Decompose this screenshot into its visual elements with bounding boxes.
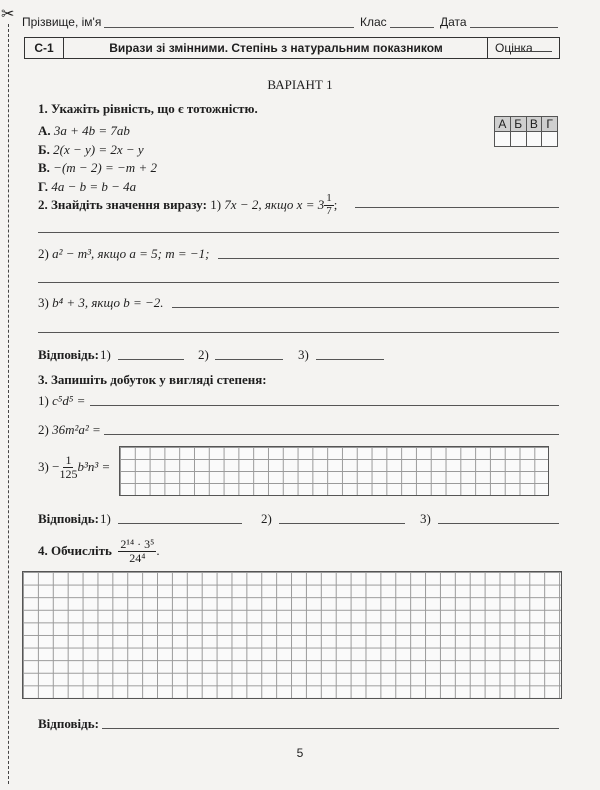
answer-cell-v[interactable] bbox=[527, 132, 543, 146]
task2-answer bbox=[38, 347, 99, 363]
task4-answer-label: Відповідь: bbox=[38, 716, 99, 731]
answer-cell-a[interactable] bbox=[495, 132, 511, 146]
task2-item1-line2[interactable] bbox=[38, 232, 559, 233]
answer-col-g: Г bbox=[546, 117, 553, 131]
option-a bbox=[38, 122, 157, 141]
scissors-icon: ✂ bbox=[1, 6, 15, 23]
task3-item3 bbox=[38, 454, 110, 480]
task2-number: 2. bbox=[38, 197, 48, 213]
task3-item2 bbox=[38, 422, 101, 438]
task2-item3 bbox=[38, 295, 164, 311]
task4-prompt: 4. Обчисліть $\frac{\text{2¹⁴ · 3⁵}}{\text{24⁴}}$ . bbox=[38, 537, 160, 565]
task2-answer-2-label: 2) bbox=[198, 347, 209, 362]
task2-item2-line[interactable] bbox=[218, 258, 559, 259]
task1-prompt bbox=[38, 101, 258, 117]
task3-item3-sign: − bbox=[52, 459, 60, 475]
task4-den: 24⁴ bbox=[129, 550, 146, 565]
task2-answer-label: Відповідь: bbox=[38, 347, 99, 362]
task2-answer-1-label: 1) bbox=[100, 347, 111, 362]
task3-answer-label: Відповідь: bbox=[38, 511, 99, 526]
page-number: 5 bbox=[296, 746, 304, 760]
option-v-label: В. bbox=[38, 160, 50, 175]
task2-item3-line[interactable] bbox=[172, 307, 559, 308]
answer-cell-g[interactable] bbox=[542, 132, 557, 146]
task2-item2-expr: a² − m³, якщо a = 5; m = −1; bbox=[52, 246, 210, 261]
task2-item1-expr: 7x − 2, якщо x = 3 bbox=[224, 197, 325, 213]
task2-item3-line2[interactable] bbox=[38, 332, 559, 333]
grade-label: Оцінка bbox=[495, 41, 533, 55]
grade-field[interactable] bbox=[510, 51, 552, 52]
answer-col-v: В bbox=[527, 117, 543, 131]
option-a-label: А. bbox=[38, 123, 51, 138]
option-b bbox=[38, 141, 157, 160]
option-v-expr: −(m − 2) = −m + 2 bbox=[53, 160, 157, 175]
test-code: С-1 bbox=[25, 38, 64, 58]
task3-item2-line[interactable] bbox=[104, 434, 559, 435]
task3-text: Запишіть добуток у вигляді степеня: bbox=[51, 372, 267, 387]
answer-cell-b[interactable] bbox=[511, 132, 527, 146]
answer-table bbox=[494, 116, 558, 147]
task4-answer bbox=[38, 716, 99, 732]
task3-answer-2-field[interactable] bbox=[279, 523, 405, 524]
date-label: Дата bbox=[440, 15, 467, 29]
date-field[interactable] bbox=[470, 27, 558, 28]
task4-grid[interactable] bbox=[22, 571, 562, 699]
name-field[interactable] bbox=[104, 27, 354, 28]
task4-text: Обчисліть bbox=[51, 543, 112, 559]
task3-item1-expr: c⁵d⁵ = bbox=[52, 393, 86, 408]
option-b-label: Б. bbox=[38, 141, 50, 157]
task2-answer-1-field[interactable] bbox=[118, 359, 184, 360]
task3-answer-3-label: 3) bbox=[420, 511, 431, 526]
answer-col-a: А bbox=[495, 117, 511, 131]
task2-item2-label: 2) bbox=[38, 246, 49, 261]
task2-item1-label: 1) bbox=[210, 197, 222, 213]
task3-item2-expr: 36m²a² = bbox=[52, 422, 101, 437]
title-bar bbox=[24, 37, 560, 59]
option-b-expr: 2(x − y) = 2x − y bbox=[53, 141, 144, 157]
task1-options bbox=[38, 122, 157, 196]
task4-fraction bbox=[118, 538, 156, 564]
task3-item2-label: 2) bbox=[38, 422, 49, 437]
task4-answer-field[interactable] bbox=[102, 728, 559, 729]
variant-title: ВАРІАНТ 1 bbox=[267, 77, 333, 92]
task2-prompt: 2. Знайдіть значення виразу: 1) 7x − 2, якщо x = 3 $\frac{1}{7}$ ; bbox=[38, 192, 338, 217]
task2-item3-expr: b⁴ + 3, якщо b = −2. bbox=[52, 295, 164, 310]
task2-item2 bbox=[38, 246, 210, 262]
task3-item1-line[interactable] bbox=[90, 405, 559, 406]
task3-item1 bbox=[38, 393, 85, 409]
task2-text: Знайдіть значення виразу: bbox=[51, 197, 207, 213]
name-label: Прізвище, ім'я bbox=[22, 15, 102, 29]
cut-line bbox=[8, 24, 9, 784]
task3-answer-1-label: 1) bbox=[100, 511, 111, 526]
task2-item1-fraction bbox=[324, 193, 334, 217]
test-title: Вирази зі змінними. Степінь з натуральним показником bbox=[65, 38, 488, 58]
task3-item3-den: 125 bbox=[59, 466, 78, 481]
task4-number: 4. bbox=[38, 543, 48, 559]
task2-item2-line2[interactable] bbox=[38, 282, 559, 283]
task3-prompt bbox=[38, 372, 267, 388]
option-v bbox=[38, 159, 157, 178]
task2-item1-den: 7 bbox=[326, 204, 332, 217]
task3-answer-2-label: 2) bbox=[261, 511, 272, 526]
task3-item3-expr: b³n³ = bbox=[77, 459, 111, 475]
option-g-label: Г. bbox=[38, 178, 49, 194]
task3-item3-fraction bbox=[59, 454, 77, 480]
task2-answer-2-field[interactable] bbox=[215, 359, 283, 360]
task3-item3-num: 1 bbox=[65, 453, 72, 467]
answer-col-b: Б bbox=[511, 117, 527, 131]
task3-item3-label: 3) bbox=[38, 459, 49, 475]
task2-answer-3-label: 3) bbox=[298, 347, 309, 362]
option-g-expr: 4a − b = b − 4a bbox=[51, 178, 137, 194]
task2-answer-3-field[interactable] bbox=[316, 359, 384, 360]
task1-text: Укажіть рівність, що є тотожністю. bbox=[51, 101, 258, 116]
task3-answer-1-field[interactable] bbox=[118, 523, 242, 524]
task2-item1-line[interactable] bbox=[355, 207, 559, 208]
class-label: Клас bbox=[360, 15, 387, 29]
task2-item3-label: 3) bbox=[38, 295, 49, 310]
task3-answer-3-field[interactable] bbox=[438, 523, 559, 524]
task3-answer bbox=[38, 511, 99, 527]
task1-number: 1. bbox=[38, 101, 48, 116]
task4-num: 2¹⁴ · 3⁵ bbox=[120, 537, 155, 551]
option-a-expr: 3a + 4b = 7ab bbox=[53, 123, 130, 138]
task3-number: 3. bbox=[38, 372, 48, 387]
task3-item1-label: 1) bbox=[38, 393, 49, 408]
task3-item3-grid[interactable] bbox=[119, 446, 549, 496]
task2-item1-num: 1 bbox=[326, 192, 332, 204]
class-field[interactable] bbox=[390, 27, 434, 28]
